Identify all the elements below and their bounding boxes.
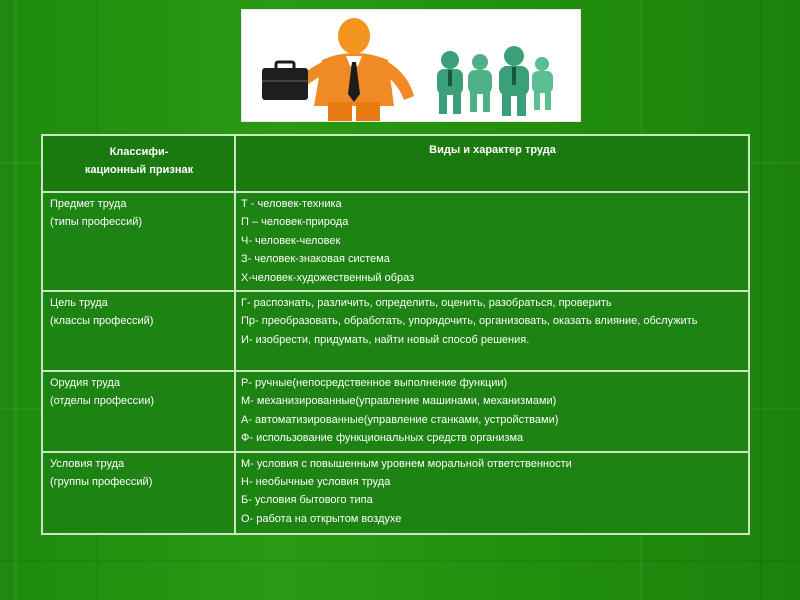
kind-item: И- изобрести, придумать, найти новый способ решения. [241,334,530,347]
table-header-row [42,135,749,192]
team-figures [437,46,553,116]
header-criterion-line: Классифи- [109,146,169,158]
kind-item: П – человек-природа [241,216,349,229]
header-classification-criterion [42,135,235,192]
businessman-figure [298,18,414,121]
kind-item: Ч- человек-человек [241,234,341,247]
kind-item: Г- распознать, различить, определить, оценить, разобраться, проверить [241,297,612,310]
header-kinds-of-labor: Виды и характер труда [235,135,749,192]
criterion-subtitle: (классы профессий) [50,315,154,328]
table-row [42,371,749,452]
criterion-subtitle: (типы профессий) [50,216,143,229]
criterion-cell [42,192,235,291]
header-criterion-line: кационный признак [84,164,194,177]
kinds-cell [235,452,749,534]
background-stripe [14,0,17,600]
kind-item: Т - человек-техника [241,198,342,210]
background-stripe [0,560,800,562]
businessman-with-team-icon [242,10,580,121]
kind-item: Х-человек-художественный образ [241,271,415,284]
classification-table [41,134,750,535]
criterion-title: Цель труда [50,297,108,310]
table-row [42,291,749,371]
kind-item: Ф- использование функциональных средств организма [241,432,524,445]
kinds-cell [235,192,749,291]
kind-item: Н- необычные условия труда [241,476,391,489]
criterion-subtitle: (отделы профессии) [50,395,155,408]
kind-item: Б- условия бытового типа [241,494,373,507]
criterion-subtitle: (группы профессий) [50,476,153,489]
criterion-title: Орудия труда [50,377,120,390]
kind-item: О- работа на открытом воздухе [241,512,402,525]
kind-item: Пр- преобразовать, обработать, упорядочить, организовать, оказать влияние, обслужить [241,315,698,328]
criterion-cell [42,371,235,452]
kind-item: М- условия с повышенным уровнем моральной ответственности [241,457,572,470]
kind-item: М- механизированные(управление машинами, механизмами) [241,395,557,408]
kind-item: З- человек-знаковая система [241,253,390,266]
briefcase-icon [262,62,308,100]
background-stripe [760,0,763,600]
criterion-cell [42,291,235,371]
kinds-cell [235,371,749,452]
criterion-title: Предмет труда [50,198,127,210]
kind-item: А- автоматизированные(управление станками, устройствами) [241,413,559,426]
table-row [42,452,749,534]
table-row [42,192,749,291]
kind-item: Р- ручные(непосредственное выполнение функции) [241,377,508,390]
criterion-cell [42,452,235,534]
kinds-cell [235,291,749,371]
criterion-title: Условия труда [50,457,125,470]
hero-image [242,10,580,121]
